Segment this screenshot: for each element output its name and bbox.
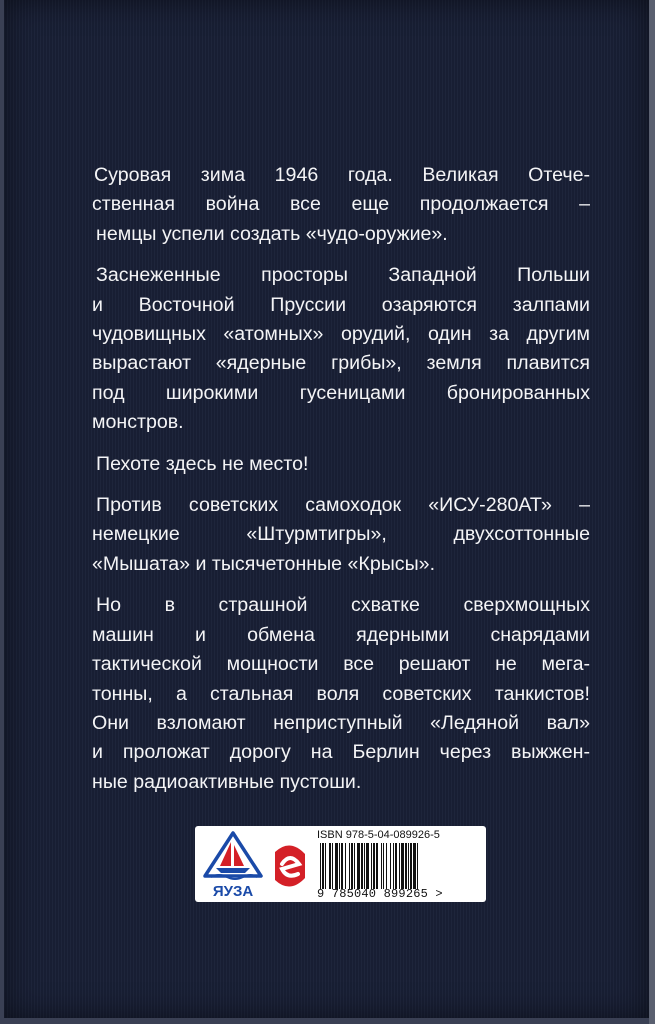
blurb-paragraph [92,491,590,579]
blurb-line: и проложат дорогу на Берлин через выжжен- [92,741,590,764]
barcode-bar [366,843,369,889]
barcode-bar [373,843,375,889]
barcode-bar [320,843,321,889]
blurb-line: Они взломают неприступный «Ледяной вал» [92,711,590,734]
barcode-bar [386,843,387,889]
blurb-line: под широкими гусеницами бронированных [92,381,590,404]
blurb-line: Заснеженные просторы Западной Польши [96,264,590,287]
barcode-bar [383,843,384,889]
blurb-line: Но в страшной схватке сверхмощных [96,594,590,617]
blurb-line: ственная война все еще продолжается – [92,193,590,216]
blurb-line: Пехоте здесь не место! [96,452,309,475]
blurb-line: и Восточной Пруссии озаряются залпами [92,293,590,316]
barcode-bar [345,843,346,889]
barcode-bar [332,843,333,889]
isbn-number: ISBN 978-5-04-089926-5 [317,829,440,841]
barcode-bar [339,843,340,889]
back-cover [4,0,649,1018]
barcode-bar [371,843,372,889]
barcode [319,843,477,889]
eksmo-e-icon [270,838,310,894]
barcode-bar [410,843,412,889]
yauza-logo [201,830,265,900]
barcode-bar [413,843,416,889]
barcode-bar [399,843,400,889]
barcode-bar [376,843,378,889]
barcode-bar [393,843,394,889]
barcode-bar [364,843,365,889]
barcode-bar [322,843,324,889]
blurb-paragraph [92,591,590,797]
blurb-line: ные радиоактивные пустоши. [92,770,362,793]
barcode-bar [329,843,331,889]
barcode-bar [354,843,355,889]
barcode-bar [401,843,404,889]
barcode-bar [381,843,382,889]
blurb-line: тактической мощности все решают не мега- [92,653,590,676]
blurb-line: Суровая зима 1946 года. Великая Отече- [94,164,590,186]
blurb-line: Против советских самоходок «ИСУ-280АТ» – [96,494,590,517]
barcode-bar [349,843,350,889]
barcode-bar [408,843,409,889]
yauza-logo-text: ЯУЗА [212,883,254,900]
cover-edge [649,0,655,1024]
blurb-paragraph [92,261,590,437]
blurb-line: «Мышата» и тысячетонные «Крысы». [92,552,436,575]
blurb-line: чудовищных «атомных» орудий, один за другим [92,323,590,346]
blurb-line: монстров. [92,411,184,434]
blurb-text [92,161,590,809]
barcode-digits: 9 785040 899265 > [317,887,443,901]
barcode-bar [361,843,363,889]
blurb-line: немецкие «Штурмтигры», двухсоттонные [92,523,590,546]
barcode-bar [341,843,343,889]
barcode-bar [395,843,397,889]
blurb-line: тонны, а стальная воля советских танкистов! [92,682,590,705]
barcode-bar [351,843,353,889]
blurb-line: немцы успели создать «чудо-оружие». [96,222,448,245]
blurb-paragraph [92,161,590,249]
barcode-bar [325,843,326,889]
blurb-line: машин и обмена ядерными снарядами [92,623,590,646]
blurb-paragraph [92,450,590,479]
barcode-bar [405,843,407,889]
barcode-bar [357,843,360,889]
barcode-bar [417,843,418,889]
barcode-bar [335,843,338,889]
barcode-panel [195,826,486,902]
blurb-line: вырастают «ядерные грибы», земля плавится [92,352,590,375]
barcode-bar [390,843,391,889]
